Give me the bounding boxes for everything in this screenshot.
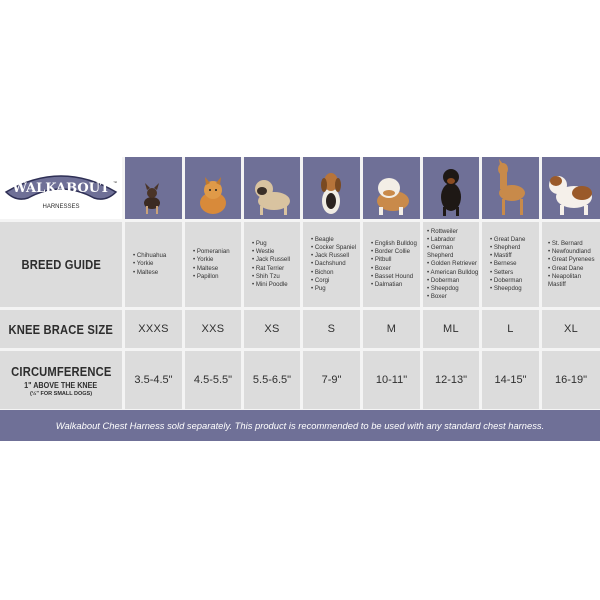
circumference-label <box>0 351 122 409</box>
size-cell: ML <box>423 310 479 348</box>
circumference-subtitle: 1" ABOVE THE KNEE <box>24 380 98 390</box>
size-cell: XL <box>542 310 600 348</box>
circumference-cell: 5.5-6.5" <box>244 351 300 409</box>
circumference-cell: 16-19" <box>542 351 600 409</box>
size-cell: XXXS <box>125 310 182 348</box>
breeds-cell-xl <box>542 222 600 307</box>
size-cell: M <box>363 310 420 348</box>
breeds-cell-xs <box>244 222 300 307</box>
circumference-cell: 10-11" <box>363 351 420 409</box>
list-item: • German Shepherd <box>427 244 479 260</box>
footer-note: Walkabout Chest Harness sold separately. This product is recommended to be used with any standard chest harness. <box>0 410 600 441</box>
list-item: • Jack Russell <box>311 252 356 260</box>
list-item: • Pomeranian <box>193 248 230 256</box>
list-item: • Golden Retriever <box>427 260 479 268</box>
list-item: • Rottweiler <box>427 228 479 236</box>
brand-tm: ™ <box>113 180 117 185</box>
list-item: • Jack Russell <box>252 256 290 264</box>
breeds-cell-l <box>482 222 539 307</box>
list-item: • Papillon <box>193 273 230 281</box>
list-item: • Chihuahua <box>133 252 166 260</box>
list-item: • Cocker Spaniel <box>311 244 356 252</box>
list-item: • Border Collie <box>371 248 417 256</box>
knee-brace-size-label <box>0 310 122 348</box>
walkabout-logo <box>0 157 122 219</box>
list-item: • Corgi <box>311 277 356 285</box>
list-item: • Rat Terrier <box>252 265 290 273</box>
beagle-icon <box>303 157 360 219</box>
circumference-cell: 12-13" <box>423 351 479 409</box>
breed-guide-label <box>0 222 122 307</box>
knee-brace-size-title: KNEE BRACE SIZE <box>8 321 114 337</box>
list-item: • Boxer <box>371 265 417 273</box>
list-item: • Doberman <box>490 277 525 285</box>
boomerang-icon <box>2 162 120 214</box>
list-item: • Shepherd <box>490 244 525 252</box>
list-item: • Pug <box>311 285 356 293</box>
size-chart <box>0 157 600 441</box>
list-item: • English Bulldog <box>371 240 417 248</box>
breeds-cell-s <box>303 222 360 307</box>
list-item: • Dalmatian <box>371 281 417 289</box>
pug-icon <box>244 157 300 219</box>
circumference-note: (½" FOR SMALL DOGS) <box>29 390 93 397</box>
circumference-cell: 3.5-4.5" <box>125 351 182 409</box>
list-item: • Pitbull <box>371 256 417 264</box>
pomeranian-icon <box>185 157 241 219</box>
list-item: • Yorkie <box>193 256 230 264</box>
list-item: • Labrador <box>427 236 479 244</box>
list-item: • Beagle <box>311 236 356 244</box>
list-item: • Great Dane <box>490 236 525 244</box>
circumference-cell: 7-9" <box>303 351 360 409</box>
list-item: • Westie <box>252 248 290 256</box>
brand-name: WALKABOUT <box>12 181 110 196</box>
list-item: • Basset Hound <box>371 273 417 281</box>
list-item: • Great Dane <box>548 265 600 273</box>
great-dane-icon <box>482 157 539 219</box>
size-cell: S <box>303 310 360 348</box>
list-item: • St. Bernard <box>548 240 600 248</box>
list-item: • Mini Poodle <box>252 281 290 289</box>
list-item: • Doberman <box>427 277 479 285</box>
chihuahua-icon <box>125 157 182 219</box>
breed-guide-title: BREED GUIDE <box>21 257 101 272</box>
breeds-cell-xxxs <box>125 222 182 307</box>
list-item: • Bichon <box>311 269 356 277</box>
circumference-cell: 4.5-5.5" <box>185 351 241 409</box>
list-item: • Pug <box>252 240 290 248</box>
list-item: • Maltese <box>133 269 166 277</box>
list-item: • Mastiff <box>490 252 525 260</box>
list-item: • Boxer <box>427 293 479 301</box>
circumference-cell: 14-15" <box>482 351 539 409</box>
list-item: • Shih Tzu <box>252 273 290 281</box>
list-item: • Sheepdog <box>490 285 525 293</box>
circumference-title: CIRCUMFERENCE <box>10 363 112 379</box>
size-cell: L <box>482 310 539 348</box>
rottweiler-icon <box>423 157 479 219</box>
list-item: • Bernese <box>490 260 525 268</box>
list-item: • Great Pyrenees <box>548 256 600 264</box>
breeds-cell-m <box>363 222 420 307</box>
size-cell: XXS <box>185 310 241 348</box>
list-item: • Setters <box>490 269 525 277</box>
bulldog-icon <box>363 157 420 219</box>
breeds-cell-xxs <box>185 222 241 307</box>
list-item: • Newfoundland <box>548 248 600 256</box>
breeds-cell-ml <box>423 222 479 307</box>
list-item: • Neapolitan Mastiff <box>548 273 600 289</box>
st-bernard-icon <box>542 157 600 219</box>
brand-sub: HARNESSES <box>42 204 80 210</box>
size-cell: XS <box>244 310 300 348</box>
list-item: • Yorkie <box>133 260 166 268</box>
list-item: • Sheepdog <box>427 285 479 293</box>
list-item: • American Bulldog <box>427 269 479 277</box>
list-item: • Dachshund <box>311 260 356 268</box>
list-item: • Maltese <box>193 265 230 273</box>
